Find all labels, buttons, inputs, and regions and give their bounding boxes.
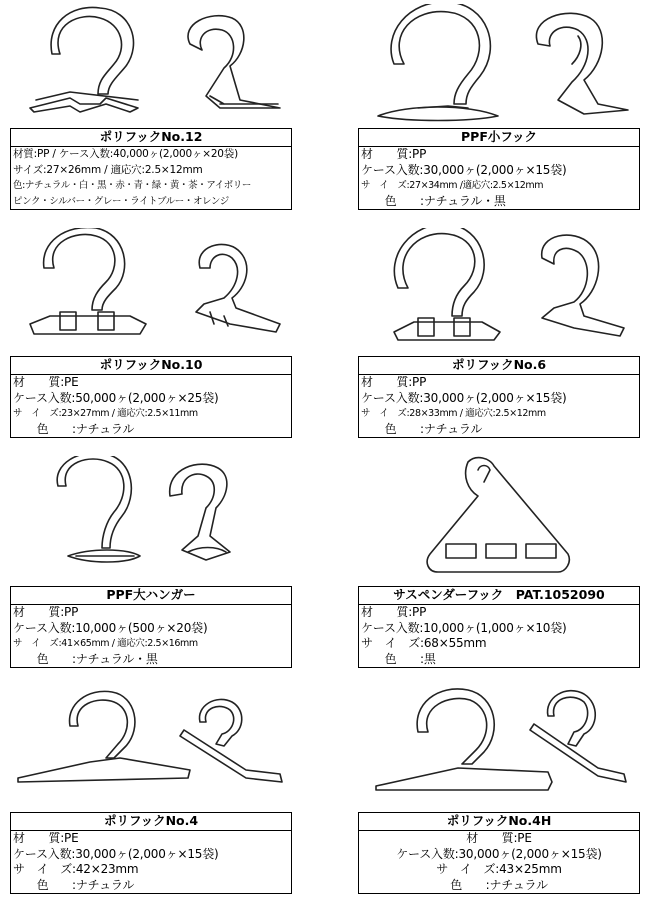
product-title: ポリフックNo.12 <box>11 129 291 147</box>
spec-line: 色:ナチュラル・白・黒・赤・青・緑・黄・茶・アイボリー <box>13 180 251 191</box>
spec-line: サ イ ズ:42×23mm <box>13 862 139 876</box>
spec-line: 材 質:PP <box>361 375 427 389</box>
suspender-hook-illustration <box>358 456 640 576</box>
spec-line: 材 質:PP <box>13 605 79 619</box>
spec-line: 材 質:PP <box>361 147 427 161</box>
spec-line: サ イ ズ:68×55mm <box>361 636 487 650</box>
product-card-ppf-large <box>10 586 292 668</box>
product-title: PPF大ハンガー <box>11 587 291 605</box>
spec-line: ケース入数:10,000ヶ(500ヶ×20袋) <box>13 620 208 635</box>
product-card-ppf-small <box>358 128 640 210</box>
spec-line: 色 :ナチュラル <box>361 421 483 436</box>
product-title: ポリフックNo.4 <box>11 813 291 831</box>
product-title: ポリフックNo.6 <box>359 357 639 375</box>
hanger-illustration-ppf-large <box>10 456 292 576</box>
spec-line: サ イ ズ:28×33mm / 適応穴:2.5×12mm <box>361 408 546 419</box>
spec-line: 色 :ナチュラル <box>450 877 548 892</box>
spec-line: 色 :黒 <box>361 651 436 666</box>
spec-line: サ イ ズ:43×25mm <box>436 862 562 876</box>
spec-line: 材質:PP / ケース入数:40,000ヶ(2,000ヶ×20袋) <box>13 148 238 160</box>
spec-line: ピンク・シルバー・グレー・ライトブルー・オレンジ <box>13 195 229 207</box>
product-card-no4h <box>358 812 640 894</box>
product-card-no6 <box>358 356 640 438</box>
product-card-no12 <box>10 128 292 210</box>
spec-line: ケース入数:30,000ヶ(2,000ヶ×15袋) <box>361 390 567 405</box>
product-card-suspender <box>358 586 640 668</box>
product-title: ポリフックNo.10 <box>11 357 291 375</box>
spec-line: 材 質:PP <box>361 605 427 619</box>
hook-illustration-no10 <box>10 228 292 348</box>
spec-line: ケース入数:30,000ヶ(2,000ヶ×15袋) <box>13 846 219 861</box>
spec-line: サ イ ズ:27×34mm /適応穴:2.5×12mm <box>361 180 544 191</box>
spec-line: サイズ:27×26mm / 適応穴:2.5×12mm <box>13 163 203 176</box>
spec-line: サ イ ズ:41×65mm / 適応穴:2.5×16mm <box>13 638 198 649</box>
spec-line: ケース入数:30,000ヶ(2,000ヶ×15袋) <box>396 846 602 861</box>
spec-line: 材 質:PE <box>466 831 532 845</box>
product-title: ポリフックNo.4H <box>359 813 639 831</box>
product-title: PPF小フック <box>359 129 639 147</box>
spec-line: ケース入数:50,000ヶ(2,000ヶ×25袋) <box>13 390 219 405</box>
spec-line: 色 :ナチュラル <box>13 421 135 436</box>
spec-line: 色 :ナチュラル・黒 <box>361 193 506 208</box>
spec-line: 材 質:PE <box>13 831 79 845</box>
hook-illustration-no6 <box>358 228 640 348</box>
spec-line: ケース入数:10,000ヶ(1,000ヶ×10袋) <box>361 620 567 635</box>
spec-line: 材 質:PE <box>13 375 79 389</box>
hook-illustration-no12 <box>10 4 292 124</box>
product-title: サスペンダーフック PAT.1052090 <box>359 587 639 605</box>
spec-line: 色 :ナチュラル <box>13 877 135 892</box>
product-card-no10 <box>10 356 292 438</box>
spec-line: サ イ ズ:23×27mm / 適応穴:2.5×11mm <box>13 408 198 419</box>
hook-illustration-no4h <box>358 686 640 806</box>
spec-line: ケース入数:30,000ヶ(2,000ヶ×15袋) <box>361 162 567 177</box>
hook-illustration-ppf-small <box>358 4 640 124</box>
spec-line: 色 :ナチュラル・黒 <box>13 651 158 666</box>
hook-illustration-no4 <box>10 686 292 806</box>
product-card-no4 <box>10 812 292 894</box>
